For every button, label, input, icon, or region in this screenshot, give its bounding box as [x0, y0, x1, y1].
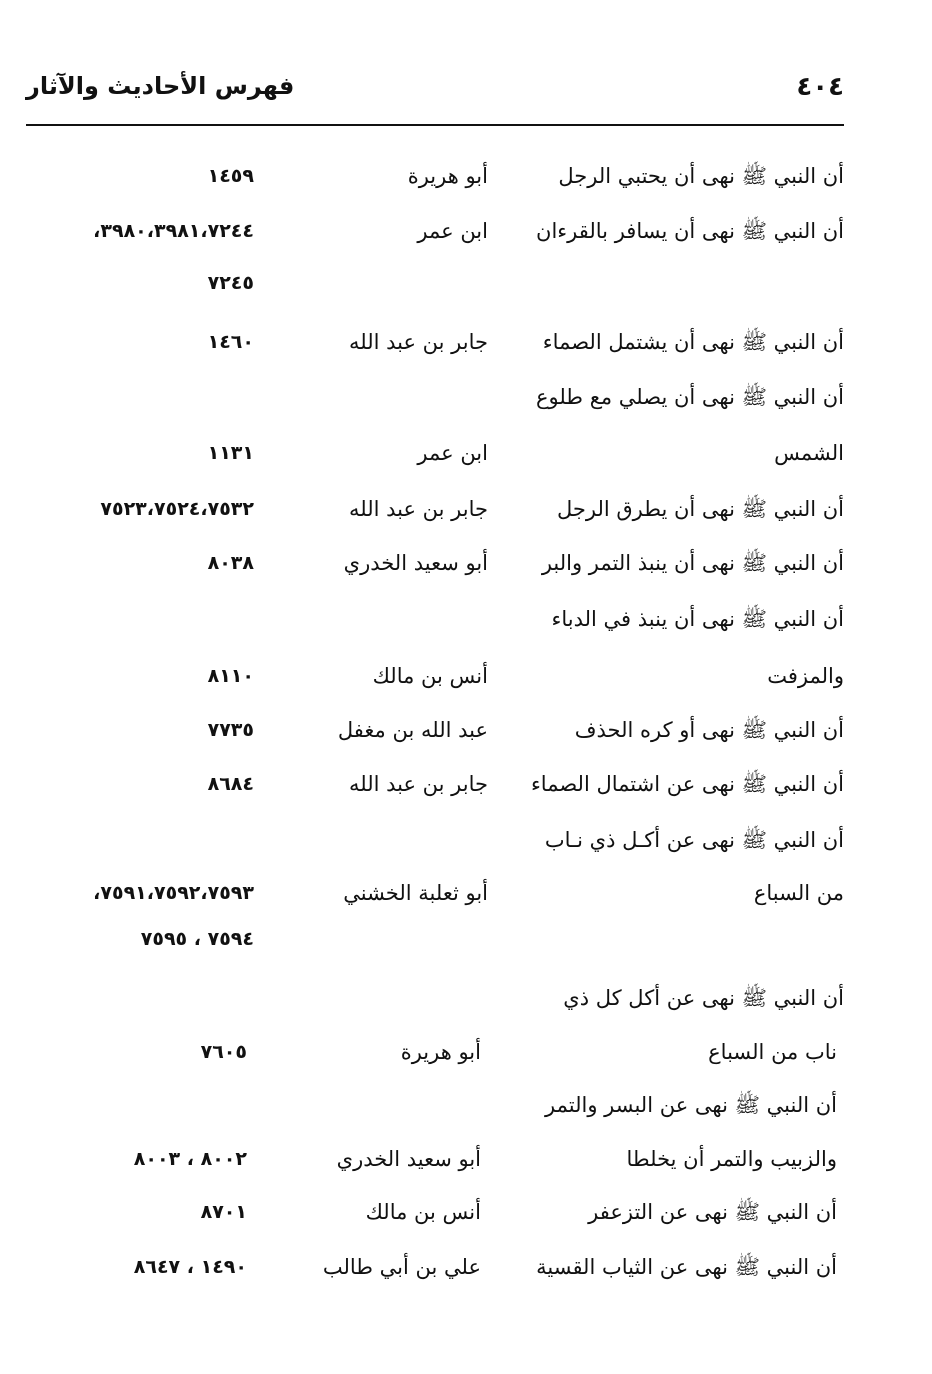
- hadith-numbers: ١١٣١: [207, 442, 254, 464]
- hadith-text: أن النبي ﷺ نهى عن اشتمال الصماء: [530, 772, 844, 796]
- hadith-text: أن النبي ﷺ نهى أن يصلي مع طلوع: [535, 385, 844, 409]
- hadith-numbers: ٨٦٨٤: [207, 773, 254, 795]
- page-title: فهرس الأحاديث والآثار: [26, 72, 295, 100]
- hadith-text: أن النبي ﷺ نهى عن أكل كل ذي: [563, 986, 844, 1010]
- narrator: ابن عمر: [417, 219, 488, 243]
- hadith-numbers: ٨١١٠: [207, 665, 254, 687]
- hadith-text: من السباع: [753, 881, 844, 905]
- narrator: علي بن أبي طالب: [322, 1255, 481, 1279]
- index-entry: [20, 873, 844, 913]
- narrator: عبد الله بن مغفل: [337, 718, 488, 742]
- index-entry: [20, 919, 844, 959]
- index-entry: [20, 156, 844, 196]
- narrator: أنس بن مالك: [365, 1200, 481, 1224]
- hadith-numbers: ٧٧٣٥: [207, 719, 254, 741]
- hadith-numbers: ٨٠٣٨: [207, 552, 254, 574]
- index-entry: [20, 322, 844, 362]
- index-entry: [20, 710, 844, 750]
- hadith-numbers: ٧٢٤٥: [207, 272, 254, 294]
- hadith-text: أن النبي ﷺ نهى أو كره الحذف: [574, 718, 844, 742]
- index-entry: [20, 978, 844, 1018]
- hadith-numbers: ١٤٩٠ ، ٨٦٤٧: [133, 1256, 247, 1278]
- index-entry: [20, 211, 844, 251]
- hadith-numbers: ٧٥٢٣،٧٥٢٤،٧٥٣٢: [100, 498, 254, 520]
- index-entry: [20, 489, 844, 529]
- hadith-text: أن النبي ﷺ نهى أن ينبذ التمر والبر: [541, 551, 844, 575]
- page-header: [26, 72, 844, 120]
- hadith-text: والزبيب والتمر أن يخلطا: [626, 1147, 837, 1171]
- index-entry: [20, 1032, 837, 1072]
- narrator: أبو هريرة: [407, 164, 488, 188]
- hadith-text: أن النبي ﷺ نهى عن أكـل ذي نـاب: [544, 828, 844, 852]
- hadith-text: أن النبي ﷺ نهى عن التزعفر: [588, 1200, 837, 1224]
- index-entry: [20, 543, 844, 583]
- hadith-text: أن النبي ﷺ نهى عن البسر والتمر: [545, 1093, 837, 1117]
- hadith-text: أن النبي ﷺ نهى أن يطرق الرجل: [556, 497, 844, 521]
- index-entry: [20, 820, 844, 860]
- page-number: ٤٠٤: [796, 72, 844, 102]
- hadith-text: أن النبي ﷺ نهى أن يشتمل الصماء: [542, 330, 844, 354]
- index-entry: [20, 433, 844, 473]
- hadith-numbers: ٧٥٩١،٧٥٩٢،٧٥٩٣،: [93, 882, 254, 904]
- hadith-numbers: ٨٠٠٢ ، ٨٠٠٣: [133, 1148, 247, 1170]
- hadith-text: أن النبي ﷺ نهى أن ينبذ في الدباء: [551, 607, 844, 631]
- hadith-numbers: ٨٧٠١: [200, 1201, 247, 1223]
- index-entry: [20, 599, 844, 639]
- index-entry: [20, 1247, 837, 1287]
- narrator: ابن عمر: [417, 441, 488, 465]
- index-entry: [20, 1192, 837, 1232]
- narrator: جابر بن عبد الله: [348, 330, 488, 354]
- narrator: أبو هريرة: [400, 1040, 481, 1064]
- narrator: جابر بن عبد الله: [348, 772, 488, 796]
- hadith-numbers: ٧٥٩٤ ، ٧٥٩٥: [140, 928, 254, 950]
- narrator: أنس بن مالك: [372, 664, 488, 688]
- hadith-numbers: ١٤٥٩: [207, 165, 254, 187]
- narrator: جابر بن عبد الله: [348, 497, 488, 521]
- narrator: أبو سعيد الخدري: [343, 551, 488, 575]
- index-entry: [20, 764, 844, 804]
- hadith-text: الشمس: [774, 441, 844, 465]
- header-rule: [26, 124, 844, 126]
- narrator: أبو سعيد الخدري: [336, 1147, 481, 1171]
- narrator: أبو ثعلبة الخشني: [343, 881, 488, 905]
- index-entry: [20, 263, 844, 303]
- hadith-text: أن النبي ﷺ نهى عن الثياب القسية: [536, 1255, 837, 1279]
- hadith-text: والمزفت: [767, 664, 844, 688]
- hadith-numbers: ٧٦٠٥: [200, 1041, 247, 1063]
- index-entry: [20, 1085, 837, 1125]
- hadith-text: أن النبي ﷺ نهى أن يحتبي الرجل: [558, 164, 844, 188]
- hadith-numbers: ٣٩٨٠،٣٩٨١،٧٢٤٤،: [93, 220, 254, 242]
- index-entry: [20, 1139, 837, 1179]
- hadith-text: أن النبي ﷺ نهى أن يسافر بالقرءان: [536, 219, 844, 243]
- index-entry: [20, 656, 844, 696]
- hadith-text: ناب من السباع: [708, 1040, 837, 1064]
- hadith-numbers: ١٤٦٠: [207, 331, 254, 353]
- index-entry: [20, 377, 844, 417]
